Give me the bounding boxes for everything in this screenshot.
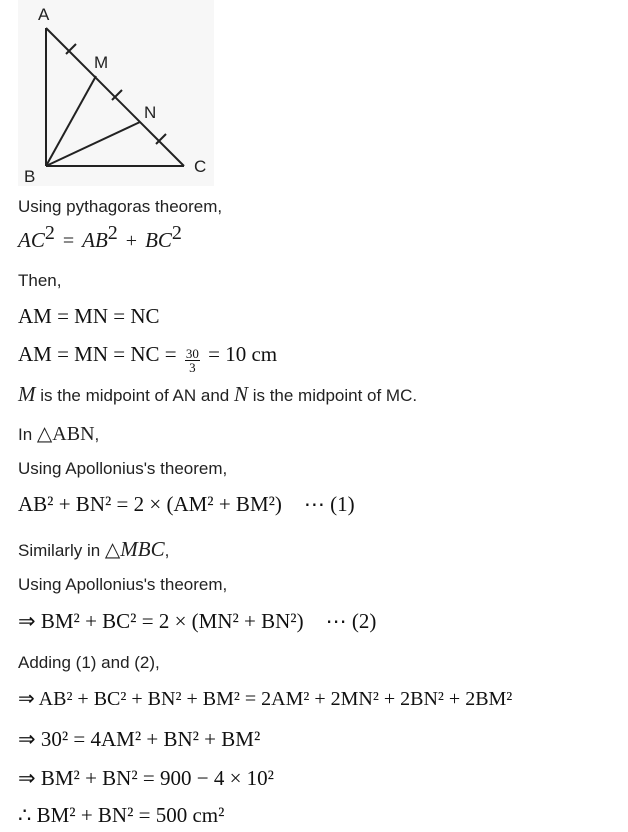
equation-fraction: AM = MN = NC = $\frac{30}{3}$ = 10 cm — [18, 342, 278, 375]
fraction: $\frac{30}{3}$ — [185, 346, 199, 375]
text-line: Then, — [18, 271, 62, 290]
vertex-label-a: A — [38, 5, 50, 24]
point-label-m: M — [94, 53, 109, 72]
vertex-label-b: B — [24, 167, 36, 186]
equation-substitution: ⇒ 30² = 4AM² + BN² + BM² — [18, 727, 261, 751]
triangle-figure — [18, 0, 214, 186]
vertex-label-c: C — [194, 157, 207, 176]
equation-1: AB² + BN² = 2 × (AM² + BM²) ⋯ (1) — [18, 492, 355, 516]
text-line-triangle-mbc: Similarly in △MBC, — [18, 537, 170, 561]
equation-result: ∴ BM² + BN² = 500 cm² — [18, 803, 225, 827]
equation-simplify: ⇒ BM² + BN² = 900 − 4 × 10² — [18, 766, 274, 790]
text-line-midpoints: M is the midpoint of AN and N is the midpoint of MC. — [18, 382, 418, 406]
text-line: Using Apollonius's theorem, — [18, 575, 228, 594]
triangle-diagram — [18, 0, 214, 186]
text-line: Using pythagoras theorem, — [18, 197, 223, 216]
equation-pythagoras: $AC^2 = AB^2 + BC^2$ — [18, 222, 182, 252]
text-line: Adding (1) and (2), — [18, 653, 160, 672]
segment-bm — [46, 76, 96, 166]
point-label-n: N — [144, 103, 157, 122]
segment-bn — [46, 122, 140, 166]
text-line-triangle-abn: In △ABN, — [18, 423, 100, 445]
equation-sum: ⇒ AB² + BC² + BN² + BM² = 2AM² + 2MN² + 2BN² + 2BM² — [18, 688, 513, 710]
equation-line: AM = MN = NC — [18, 304, 160, 328]
text-line: Using Apollonius's theorem, — [18, 459, 228, 478]
equation-2: ⇒ BM² + BC² = 2 × (MN² + BN²) ⋯ (2) — [18, 609, 377, 633]
